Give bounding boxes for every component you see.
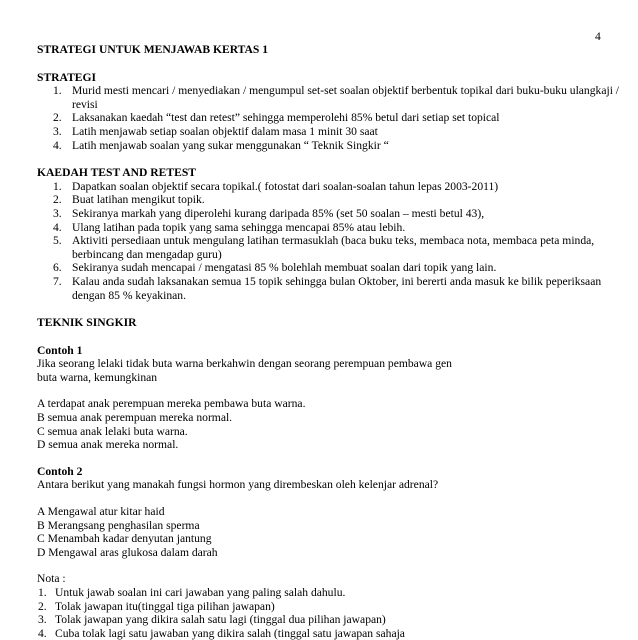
strategi-list: [37, 84, 622, 152]
list-item: 4. Latih menjawab soalan yang sukar menggunakan “ Teknik Singkir “: [53, 138, 389, 152]
page-content: [37, 43, 622, 640]
contoh1-option-b: B semua anak perempuan mereka normal.: [37, 411, 233, 425]
list-item: 4. Ulang latihan pada topik yang sama sehingga mencapai 85% atau lebih.: [53, 220, 406, 234]
contoh2-option-d: D Mengawal aras glukosa dalam darah: [37, 545, 218, 559]
list-item: 2. Buat latihan mengikut topik.: [53, 193, 205, 207]
contoh2-option-a: A Mengawal atur kitar haid: [37, 505, 165, 519]
list-item: 1. Untuk jawab soalan ini cari jawaban yang paling salah dahulu.: [38, 586, 346, 599]
list-item: 6. Sekiranya sudah mencapai / mengatasi 85 % bolehlah membuat soalan dari topik yang lain.: [53, 261, 497, 275]
contoh1-question: Jika seorang lelaki tidak buta warna berkahwin dengan seorang perempuan pembawa gen buta warna, kemungkinan: [37, 357, 452, 384]
nota-heading: Nota :: [37, 572, 66, 586]
contoh2-question: Antara berikut yang manakah fungsi hormon yang dirembeskan oleh kelenjar adrenal?: [37, 478, 439, 492]
list-item: 5. Aktiviti persediaan untuk mengulang latihan termasuklah (baca buku teks, membaca nota, membaca peta minda, berbincang dan mengadap guru): [53, 234, 595, 261]
contoh2-heading: Contoh 2: [37, 464, 83, 478]
page-title: STRATEGI UNTUK MENJAWAB KERTAS 1: [37, 43, 269, 56]
contoh1-heading: Contoh 1: [37, 343, 83, 357]
contoh2-option-b: B Merangsang penghasilan sperma: [37, 518, 200, 532]
page-number: 4: [595, 30, 601, 43]
list-item: 1. Murid mesti mencari / menyediakan / mengumpul set-set soalan objektif berbentuk topikal dari buku-buku ulangkaji / revisi: [53, 84, 620, 111]
list-item: 2. Tolak jawapan itu(tinggal tiga pilihan jawapan): [38, 599, 275, 613]
list-item: 3. Latih menjawab setiap soalan objektif dalam masa 1 minit 30 saat: [53, 124, 378, 138]
kaedah-heading: KAEDAH TEST AND RETEST: [37, 166, 197, 180]
contoh1-option-d: D semua anak mereka normal.: [37, 438, 179, 452]
contoh1-option-a: A terdapat anak perempuan mereka pembawa buta warna.: [37, 397, 306, 411]
nota-list: [37, 586, 622, 640]
kaedah-list: [37, 180, 622, 302]
contoh1-option-c: C semua anak lelaki buta warna.: [37, 424, 188, 438]
list-item: 4. Cuba tolak lagi satu jawaban yang dikira salah (tinggal satu jawapan sahaja: [38, 626, 405, 640]
list-item: 3. Sekiranya markah yang diperolehi kurang daripada 85% (set 50 soalan – mesti betul 43),: [53, 206, 485, 220]
list-item: 1. Dapatkan soalan objektif secara topikal.( fotostat dari soalan-soalan tahun lepas 2003-2011): [53, 179, 499, 193]
list-item: 3. Tolak jawapan yang dikira salah satu lagi (tinggal dua pilihan jawapan): [38, 613, 386, 627]
list-item: 7. Kalau anda sudah laksanakan semua 15 topik sehingga bulan Oktober, ini bererti anda masuk ke bilik peperiksaan dengan 85 % keyakinan.: [53, 274, 602, 302]
strategi-heading: STRATEGI: [37, 70, 97, 84]
teknik-heading: TEKNIK SINGKIR: [37, 316, 137, 330]
contoh2-option-c: C Menambah kadar denyutan jantung: [37, 532, 212, 546]
list-item: 2. Laksanakan kaedah “test dan retest” sehingga memperolehi 85% betul dari setiap set topical: [53, 111, 500, 125]
